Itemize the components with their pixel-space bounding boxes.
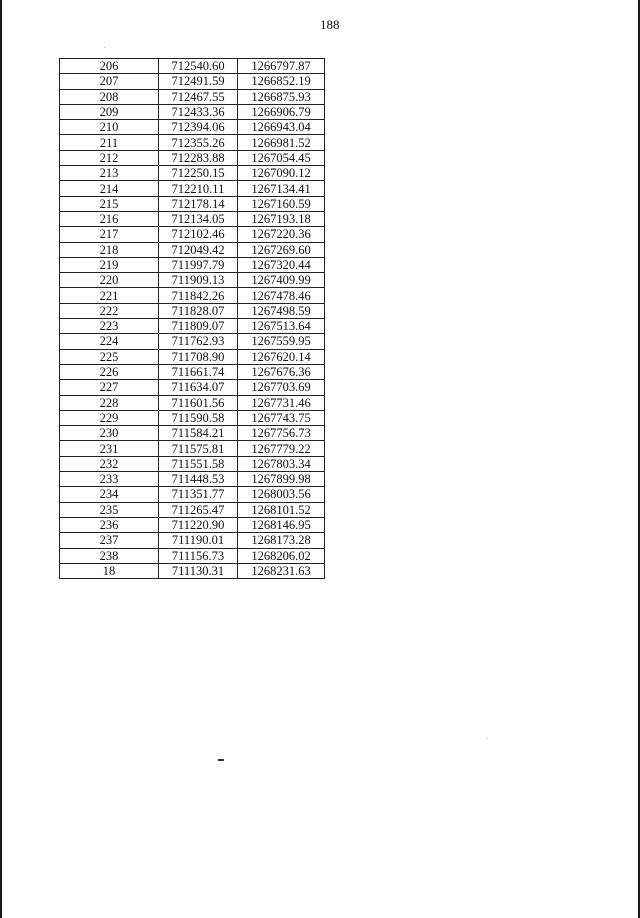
table-row	[60, 533, 325, 548]
x-coordinate-cell: 712355.26	[159, 135, 238, 150]
table-row	[60, 288, 325, 303]
x-coordinate-cell: 712433.36	[159, 104, 238, 119]
scan-border-left	[0, 0, 2, 918]
y-coordinate-cell: 1267513.64	[238, 319, 325, 334]
x-coordinate-cell: 711156.73	[159, 548, 238, 563]
y-coordinate-cell: 1267743.75	[238, 410, 325, 425]
table-row	[60, 456, 325, 471]
point-id-cell: 210	[60, 120, 159, 135]
y-coordinate-cell: 1266906.79	[238, 104, 325, 119]
point-id-cell: 226	[60, 364, 159, 379]
x-coordinate-cell: 712049.42	[159, 242, 238, 257]
point-id-cell: 211	[60, 135, 159, 150]
point-id-cell: 219	[60, 257, 159, 272]
table-row	[60, 441, 325, 456]
x-coordinate-cell: 711448.53	[159, 472, 238, 487]
table-row	[60, 196, 325, 211]
table-row	[60, 59, 325, 74]
y-coordinate-cell: 1268206.02	[238, 548, 325, 563]
point-id-cell: 208	[60, 89, 159, 104]
table-row	[60, 227, 325, 242]
point-id-cell: 207	[60, 74, 159, 89]
table-row	[60, 150, 325, 165]
x-coordinate-cell: 712178.14	[159, 196, 238, 211]
table-row	[60, 563, 325, 578]
table-row	[60, 181, 325, 196]
point-id-cell: 216	[60, 211, 159, 226]
table-row	[60, 319, 325, 334]
point-id-cell: 218	[60, 242, 159, 257]
x-coordinate-cell: 712210.11	[159, 181, 238, 196]
x-coordinate-cell: 711762.93	[159, 334, 238, 349]
table-row	[60, 426, 325, 441]
table-row	[60, 380, 325, 395]
x-coordinate-cell: 712250.15	[159, 166, 238, 181]
y-coordinate-cell: 1267756.73	[238, 426, 325, 441]
y-coordinate-cell: 1268101.52	[238, 502, 325, 517]
point-id-cell: 232	[60, 456, 159, 471]
point-id-cell: 215	[60, 196, 159, 211]
table-row	[60, 242, 325, 257]
y-coordinate-cell: 1267731.46	[238, 395, 325, 410]
table-row	[60, 472, 325, 487]
y-coordinate-cell: 1268231.63	[238, 563, 325, 578]
table-row	[60, 135, 325, 150]
x-coordinate-cell: 711634.07	[159, 380, 238, 395]
x-coordinate-cell: 711590.58	[159, 410, 238, 425]
x-coordinate-cell: 711809.07	[159, 319, 238, 334]
table-row	[60, 104, 325, 119]
y-coordinate-cell: 1267090.12	[238, 166, 325, 181]
table-row	[60, 487, 325, 502]
point-id-cell: 221	[60, 288, 159, 303]
table-row	[60, 334, 325, 349]
point-id-cell: 231	[60, 441, 159, 456]
y-coordinate-cell: 1268146.95	[238, 517, 325, 532]
x-coordinate-cell: 711551.58	[159, 456, 238, 471]
table-row	[60, 120, 325, 135]
table-row	[60, 303, 325, 318]
point-id-cell: 220	[60, 273, 159, 288]
x-coordinate-cell: 712134.05	[159, 211, 238, 226]
x-coordinate-cell: 711708.90	[159, 349, 238, 364]
point-id-cell: 229	[60, 410, 159, 425]
x-coordinate-cell: 712467.55	[159, 89, 238, 104]
point-id-cell: 235	[60, 502, 159, 517]
point-id-cell: 238	[60, 548, 159, 563]
point-id-cell: 206	[60, 59, 159, 74]
point-id-cell: 212	[60, 150, 159, 165]
point-id-cell: 224	[60, 334, 159, 349]
coordinates-table-body	[60, 59, 325, 579]
y-coordinate-cell: 1267193.18	[238, 211, 325, 226]
table-row	[60, 502, 325, 517]
scan-artifact-dot	[104, 47, 105, 48]
x-coordinate-cell: 711601.56	[159, 395, 238, 410]
coordinates-table	[59, 58, 325, 579]
x-coordinate-cell: 711842.26	[159, 288, 238, 303]
y-coordinate-cell: 1268173.28	[238, 533, 325, 548]
x-coordinate-cell: 712491.59	[159, 74, 238, 89]
table-row	[60, 211, 325, 226]
x-coordinate-cell: 711828.07	[159, 303, 238, 318]
scan-artifact-dot	[487, 738, 488, 739]
point-id-cell: 222	[60, 303, 159, 318]
point-id-cell: 217	[60, 227, 159, 242]
x-coordinate-cell: 711220.90	[159, 517, 238, 532]
y-coordinate-cell: 1266981.52	[238, 135, 325, 150]
point-id-cell: 234	[60, 487, 159, 502]
scan-artifact-mark	[218, 759, 224, 761]
x-coordinate-cell: 712102.46	[159, 227, 238, 242]
x-coordinate-cell: 712283.88	[159, 150, 238, 165]
point-id-cell: 228	[60, 395, 159, 410]
point-id-cell: 236	[60, 517, 159, 532]
y-coordinate-cell: 1267779.22	[238, 441, 325, 456]
y-coordinate-cell: 1267134.41	[238, 181, 325, 196]
point-id-cell: 230	[60, 426, 159, 441]
table-row	[60, 349, 325, 364]
point-id-cell: 213	[60, 166, 159, 181]
table-row	[60, 395, 325, 410]
y-coordinate-cell: 1266852.19	[238, 74, 325, 89]
table-row	[60, 273, 325, 288]
point-id-cell: 18	[60, 563, 159, 578]
point-id-cell: 214	[60, 181, 159, 196]
x-coordinate-cell: 711997.79	[159, 257, 238, 272]
y-coordinate-cell: 1267409.99	[238, 273, 325, 288]
y-coordinate-cell: 1267269.60	[238, 242, 325, 257]
table-row	[60, 74, 325, 89]
y-coordinate-cell: 1267899.98	[238, 472, 325, 487]
table-row	[60, 364, 325, 379]
y-coordinate-cell: 1266797.87	[238, 59, 325, 74]
x-coordinate-cell: 711130.31	[159, 563, 238, 578]
table-row	[60, 166, 325, 181]
table-row	[60, 548, 325, 563]
y-coordinate-cell: 1266875.93	[238, 89, 325, 104]
table-row	[60, 517, 325, 532]
x-coordinate-cell: 711265.47	[159, 502, 238, 517]
y-coordinate-cell: 1267703.69	[238, 380, 325, 395]
y-coordinate-cell: 1267054.45	[238, 150, 325, 165]
y-coordinate-cell: 1267220.36	[238, 227, 325, 242]
y-coordinate-cell: 1267559.95	[238, 334, 325, 349]
point-id-cell: 227	[60, 380, 159, 395]
x-coordinate-cell: 712394.06	[159, 120, 238, 135]
point-id-cell: 225	[60, 349, 159, 364]
x-coordinate-cell: 711584.21	[159, 426, 238, 441]
x-coordinate-cell: 711909.13	[159, 273, 238, 288]
point-id-cell: 223	[60, 319, 159, 334]
x-coordinate-cell: 711575.81	[159, 441, 238, 456]
x-coordinate-cell: 711351.77	[159, 487, 238, 502]
table-row	[60, 89, 325, 104]
point-id-cell: 209	[60, 104, 159, 119]
x-coordinate-cell: 712540.60	[159, 59, 238, 74]
page-number: 188	[320, 17, 340, 32]
y-coordinate-cell: 1267478.46	[238, 288, 325, 303]
y-coordinate-cell: 1267160.59	[238, 196, 325, 211]
table-row	[60, 410, 325, 425]
y-coordinate-cell: 1267803.34	[238, 456, 325, 471]
y-coordinate-cell: 1268003.56	[238, 487, 325, 502]
point-id-cell: 233	[60, 472, 159, 487]
y-coordinate-cell: 1267676.36	[238, 364, 325, 379]
x-coordinate-cell: 711190.01	[159, 533, 238, 548]
y-coordinate-cell: 1267498.59	[238, 303, 325, 318]
table-row	[60, 257, 325, 272]
y-coordinate-cell: 1267320.44	[238, 257, 325, 272]
y-coordinate-cell: 1267620.14	[238, 349, 325, 364]
x-coordinate-cell: 711661.74	[159, 364, 238, 379]
point-id-cell: 237	[60, 533, 159, 548]
y-coordinate-cell: 1266943.04	[238, 120, 325, 135]
